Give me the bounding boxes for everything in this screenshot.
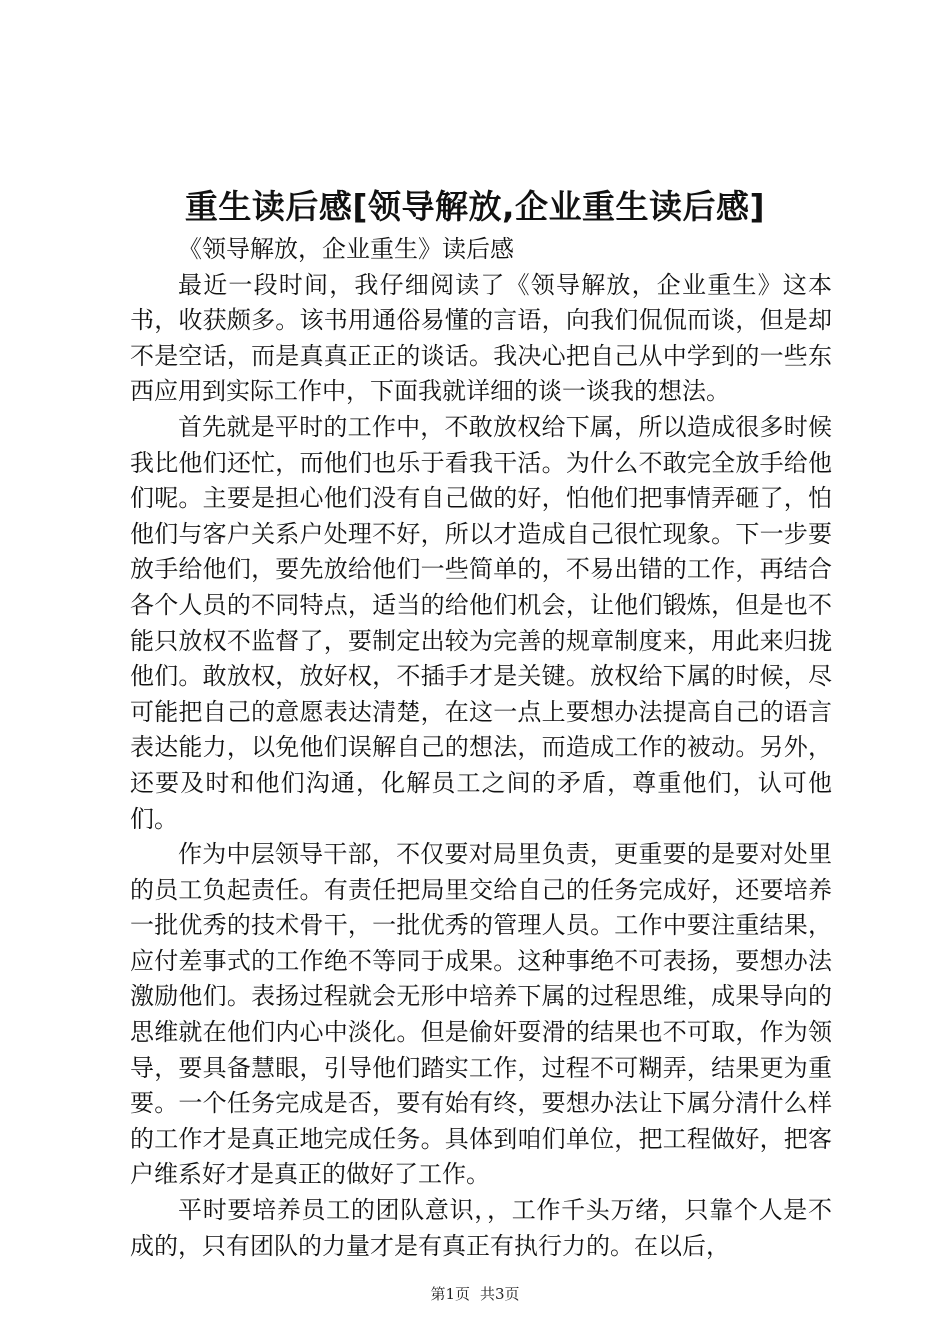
body-paragraph: 首先就是平时的工作中，不敢放权给下属，所以造成很多时候我比他们还忙，而他们也乐于看我干活。为什么不敢完全放手给他们呢。主要是担心他们没有自己做的好，怕他们把事情弄砸了，怕他们与客户关系户处理不好，所以才造成自己很忙现象。下一步要放手给他们，要先放给他们一些简单的，不易出错的工作，再结合各个人员的不同特点，适当的给他们机会，让他们锻炼，但是也不能只放权不监督了，要制定出较为完善的规章制度来，用此来归拢他们。敢放权，放好权，不插手才是关键。放权给下属的时候，尽可能把自己的意愿表达清楚，在这一点上要想办法提高自己的语言表达能力，以免他们误解自己的想法，而造成工作的被动。另外，还要及时和他们沟通，化解员工之间的矛盾，尊重他们，认可他们。 <box>130 412 832 833</box>
page-number: 第1页 <box>430 1285 470 1303</box>
document-title: 重生读后感[领导解放,企业重生读后感] <box>184 187 766 226</box>
body-paragraph: 最近一段时间，我仔细阅读了《领导解放，企业重生》这本书，收获颇多。该书用通俗易懂的言语，向我们侃侃而谈，但是却不是空话，而是真真正正的谈话。我决心把自己从中学到的一些东西应用到实际工作中，下面我就详细的谈一谈我的想法。 <box>130 270 832 406</box>
body-paragraph: 作为中层领导干部，不仅要对局里负责，更重要的是要对处里的员工负起责任。有责任把局里交给自己的任务完成好，还要培养一批优秀的技术骨干，一批优秀的管理人员。工作中要注重结果，应付差事式的工作绝不等同于成果。这种事绝不可表扬，要想办法激励他们。表扬过程就会无形中培养下属的过程思维，成果导向的思维就在他们内心中淡化。但是偷奸耍滑的结果也不可取，作为领导，要具备慧眼，引导他们踏实工作，过程不可糊弄，结果更为重要。一个任务完成是否，要有始有终，要想办法让下属分清什么样的工作才是真正地完成任务。具体到咱们单位，把工程做好，把客户维系好才是真正的做好了工作。 <box>130 840 832 1189</box>
page-footer <box>0 1284 950 1304</box>
body-paragraph: 平时要培养员工的团队意识，，工作千头万绪，只靠个人是不成的，只有团队的力量才是有真正有执行力的。在以后， <box>130 1196 832 1260</box>
document-body <box>130 232 832 1264</box>
page-total: 共3页 <box>480 1285 520 1303</box>
subtitle-paragraph: 《领导解放，企业重生》读后感 <box>178 235 514 263</box>
